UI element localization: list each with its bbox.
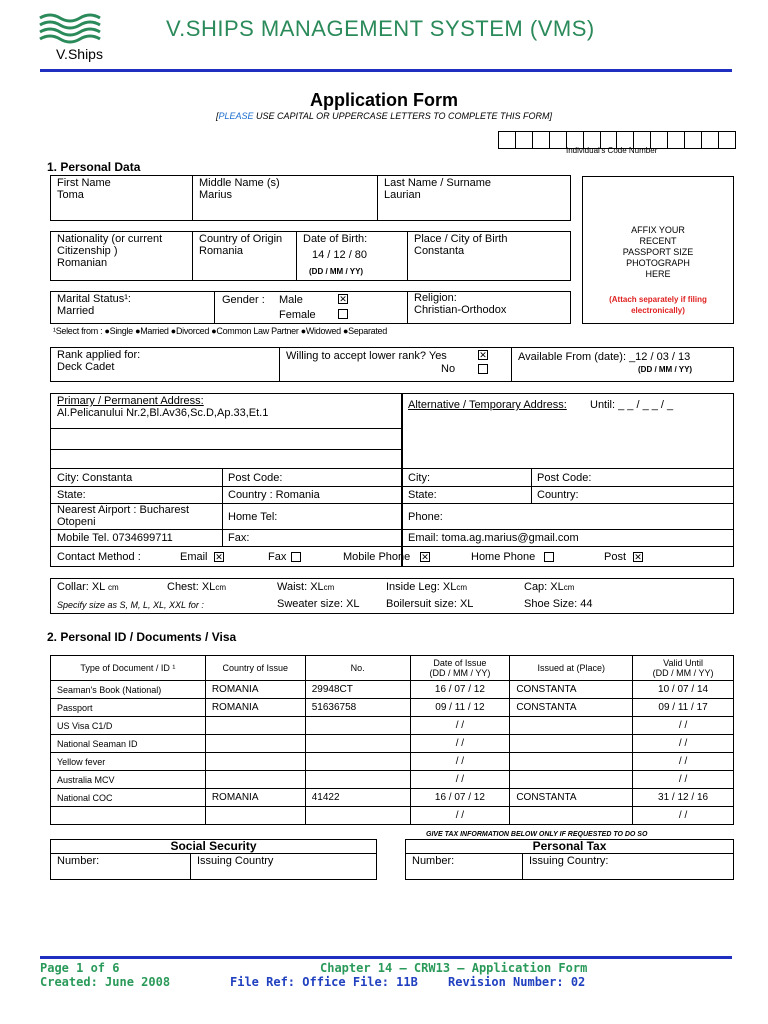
table-cell[interactable]: Seaman's Book (National) bbox=[51, 681, 206, 699]
nearest-airport-1[interactable]: Nearest Airport : Bucharest bbox=[57, 504, 190, 516]
gender-label: Gender : bbox=[222, 294, 265, 306]
footer-rule bbox=[40, 956, 732, 959]
form-instruction: [PLEASE USE CAPITAL OR UPPERCASE LETTERS TO COMPLETE THIS FORM] bbox=[215, 111, 553, 121]
chest-size[interactable]: Chest: XLcm bbox=[167, 581, 226, 593]
nationality-label-2: Citizenship ) bbox=[57, 245, 118, 257]
table-cell[interactable]: / / bbox=[410, 717, 510, 735]
primary-address-value[interactable]: Al.Pelicanului Nr.2,Bl.Av36,Sc.D,Ap.33,Et.1 bbox=[57, 407, 269, 419]
table-cell[interactable]: 16 / 07 / 12 bbox=[410, 789, 510, 807]
marital-label: Marital Status¹: bbox=[57, 293, 131, 305]
documents-header-row bbox=[51, 656, 734, 681]
nationality-value[interactable]: Romanian bbox=[57, 257, 108, 269]
female-checkbox[interactable] bbox=[338, 309, 348, 319]
table-cell[interactable] bbox=[510, 771, 633, 789]
shoe-size[interactable]: Shoe Size: 44 bbox=[524, 598, 593, 610]
available-from[interactable]: Available From (date): _12 / 03 / 13 bbox=[518, 351, 691, 363]
footer-file-ref: File Ref: Office File: 11B bbox=[230, 975, 418, 989]
country2-label[interactable]: Country: bbox=[537, 489, 579, 501]
contact-home-checkbox[interactable] bbox=[544, 552, 554, 562]
table-cell[interactable]: US Visa C1/D bbox=[51, 717, 206, 735]
email-value[interactable]: Email: toma.ag.marius@gmail.com bbox=[408, 532, 579, 544]
contact-home-label: Home Phone bbox=[471, 551, 536, 563]
col-number: No. bbox=[305, 656, 410, 681]
table-cell[interactable]: / / bbox=[410, 753, 510, 771]
table-cell[interactable] bbox=[205, 771, 305, 789]
table-cell[interactable]: 41422 bbox=[305, 789, 410, 807]
city-value[interactable]: City: Constanta bbox=[57, 472, 133, 484]
table-cell[interactable] bbox=[205, 735, 305, 753]
lower-rank-yes-checkbox[interactable]: ✕ bbox=[479, 350, 487, 360]
female-label: Female bbox=[279, 309, 316, 321]
inside-leg-size[interactable]: Inside Leg: XLcm bbox=[386, 581, 468, 593]
phone-label[interactable]: Phone: bbox=[408, 511, 443, 523]
section1-heading: 1. Personal Data bbox=[47, 160, 141, 174]
table-cell[interactable]: / / bbox=[410, 807, 510, 825]
mobile-tel[interactable]: Mobile Tel. 0734699711 bbox=[57, 532, 173, 544]
state-label[interactable]: State: bbox=[57, 489, 86, 501]
logo-text: V.Ships bbox=[56, 46, 103, 62]
contact-post-label: Post bbox=[604, 551, 627, 563]
lower-rank-no-label: No bbox=[441, 363, 456, 375]
table-cell[interactable]: / / bbox=[633, 717, 734, 735]
contact-post-checkbox[interactable]: ✕ bbox=[634, 552, 642, 562]
home-tel-label[interactable]: Home Tel: bbox=[228, 511, 278, 523]
waist-size[interactable]: Waist: XLcm bbox=[277, 581, 335, 593]
table-row bbox=[51, 681, 734, 699]
table-cell[interactable]: 09 / 11 / 12 bbox=[410, 699, 510, 717]
table-cell[interactable]: 09 / 11 / 17 bbox=[633, 699, 734, 717]
photo-note: (Attach separately if filing electronically) bbox=[609, 295, 707, 315]
table-row bbox=[51, 771, 734, 789]
ss-issuing-label[interactable]: Issuing Country bbox=[197, 855, 274, 867]
table-cell[interactable] bbox=[205, 807, 305, 825]
table-cell[interactable]: 29948CT bbox=[305, 681, 410, 699]
table-cell[interactable] bbox=[305, 735, 410, 753]
photo-box[interactable] bbox=[582, 176, 734, 324]
male-checkbox[interactable]: ✕ bbox=[339, 294, 347, 304]
table-cell[interactable]: Passport bbox=[51, 699, 206, 717]
table-cell[interactable]: / / bbox=[410, 771, 510, 789]
primary-address-label: Primary / Permanent Address: bbox=[57, 395, 204, 407]
table-cell[interactable] bbox=[205, 717, 305, 735]
lower-rank-no-checkbox[interactable] bbox=[478, 364, 488, 374]
social-security-title: Social Security bbox=[170, 839, 257, 853]
code-label: Individual's Code Number bbox=[566, 146, 658, 155]
middle-name-value[interactable]: Marius bbox=[199, 189, 233, 201]
available-format: (DD / MM / YY) bbox=[638, 365, 693, 374]
contact-email-checkbox[interactable]: ✕ bbox=[215, 552, 223, 562]
table-cell[interactable]: Yellow fever bbox=[51, 753, 206, 771]
country-origin-label: Country of Origin bbox=[199, 233, 283, 245]
name-box bbox=[50, 175, 571, 221]
collar-size[interactable]: Collar: XL cm bbox=[57, 581, 119, 593]
dob-value[interactable]: 14 / 12 / 80 bbox=[312, 249, 368, 261]
place-birth-label: Place / City of Birth bbox=[414, 233, 508, 245]
table-cell[interactable] bbox=[510, 753, 633, 771]
religion-value[interactable]: Christian-Orthodox bbox=[414, 304, 507, 316]
table-cell[interactable] bbox=[305, 717, 410, 735]
documents-table bbox=[50, 655, 734, 825]
col-valid-until: Valid Until (DD / MM / YY) bbox=[633, 656, 734, 681]
state2-label[interactable]: State: bbox=[408, 489, 437, 501]
male-label: Male bbox=[279, 294, 303, 306]
contact-method-label: Contact Method : bbox=[57, 551, 141, 563]
footer-created: Created: June 2008 bbox=[40, 975, 171, 989]
marital-footnote: ¹Select from : ●Single ●Married ●Divorced ●Common Law Partner ●Widowed ●Separated bbox=[53, 326, 387, 336]
contact-mobile-checkbox[interactable]: ✕ bbox=[421, 552, 429, 562]
table-cell[interactable]: / / bbox=[410, 735, 510, 753]
first-name-value[interactable]: Toma bbox=[57, 189, 84, 201]
alt-address-until[interactable]: Until: _ _ / _ _ / _ bbox=[590, 399, 674, 411]
photo-instructions: AFFIX YOUR RECENT PASSPORT SIZE PHOTOGRAPH HERE bbox=[622, 225, 694, 279]
table-cell[interactable] bbox=[510, 735, 633, 753]
col-type: Type of Document / ID ¹ bbox=[51, 656, 206, 681]
tax-note: GIVE TAX INFORMATION BELOW ONLY IF REQUESTED TO DO SO bbox=[426, 831, 648, 838]
footer-revision: Revision Number: 02 bbox=[448, 975, 586, 989]
header-rule bbox=[40, 69, 732, 72]
country-origin-value[interactable]: Romania bbox=[199, 245, 244, 257]
table-row bbox=[51, 753, 734, 771]
specify-size-note: Specify size as S, M, L, XL, XXL for : bbox=[57, 600, 204, 610]
personal-tax-title: Personal Tax bbox=[532, 839, 607, 853]
fax-label[interactable]: Fax: bbox=[228, 532, 250, 544]
table-row bbox=[51, 735, 734, 753]
rank-value[interactable]: Deck Cadet bbox=[57, 361, 115, 373]
table-cell[interactable]: National COC bbox=[51, 789, 206, 807]
table-cell[interactable]: / / bbox=[633, 807, 734, 825]
marital-value[interactable]: Married bbox=[57, 305, 95, 317]
table-cell[interactable] bbox=[305, 753, 410, 771]
table-cell[interactable]: 51636758 bbox=[305, 699, 410, 717]
last-name-value[interactable]: Laurian bbox=[384, 189, 421, 201]
religion-label: Religion: bbox=[414, 292, 457, 304]
col-issued-at: Issued at (Place) bbox=[510, 656, 633, 681]
contact-mobile-label: Mobile Phone bbox=[343, 551, 411, 563]
table-cell[interactable]: CONSTANTA bbox=[510, 789, 633, 807]
cap-size[interactable]: Cap: XLcm bbox=[524, 581, 575, 593]
post-code-label[interactable]: Post Code: bbox=[228, 472, 283, 484]
table-cell[interactable]: ROMANIA bbox=[205, 681, 305, 699]
contact-email-label: Email bbox=[180, 551, 208, 563]
ss-number-label[interactable]: Number: bbox=[57, 855, 100, 867]
post-code2-label[interactable]: Post Code: bbox=[537, 472, 592, 484]
table-row bbox=[51, 789, 734, 807]
dob-label: Date of Birth: bbox=[303, 233, 368, 245]
table-cell[interactable]: ROMANIA bbox=[205, 789, 305, 807]
tax-issuing-label[interactable]: Issuing Country: bbox=[529, 855, 609, 867]
table-cell[interactable]: National Seaman ID bbox=[51, 735, 206, 753]
table-cell[interactable]: Australia MCV bbox=[51, 771, 206, 789]
table-cell[interactable]: / / bbox=[633, 771, 734, 789]
table-cell[interactable]: CONSTANTA bbox=[510, 681, 633, 699]
lower-rank-label: Willing to accept lower rank? Yes bbox=[286, 350, 447, 362]
table-cell[interactable]: CONSTANTA bbox=[510, 699, 633, 717]
col-date-issue: Date of Issue (DD / MM / YY) bbox=[410, 656, 510, 681]
first-name-label: First Name bbox=[57, 177, 111, 189]
table-cell[interactable]: 16 / 07 / 12 bbox=[410, 681, 510, 699]
nationality-label-1: Nationality (or current bbox=[57, 233, 163, 245]
footer-page: Page 1 of 6 bbox=[40, 961, 120, 975]
middle-name-label: Middle Name (s) bbox=[199, 177, 280, 189]
city2-label[interactable]: City: bbox=[408, 472, 430, 484]
table-cell[interactable] bbox=[305, 807, 410, 825]
section2-heading: 2. Personal ID / Documents / Visa bbox=[47, 630, 237, 644]
dob-format: (DD / MM / YY) bbox=[309, 267, 364, 276]
table-cell[interactable]: / / bbox=[633, 753, 734, 771]
table-row bbox=[51, 807, 734, 825]
sweater-size[interactable]: Sweater size: XL bbox=[277, 598, 360, 610]
table-cell[interactable]: ROMANIA bbox=[205, 699, 305, 717]
place-birth-value[interactable]: Constanta bbox=[414, 245, 465, 257]
table-cell[interactable] bbox=[51, 807, 206, 825]
table-cell[interactable] bbox=[305, 771, 410, 789]
tax-number-label[interactable]: Number: bbox=[412, 855, 455, 867]
form-title: Application Form bbox=[310, 90, 458, 110]
alt-address-label: Alternative / Temporary Address: bbox=[408, 399, 567, 411]
contact-fax-label: Fax bbox=[268, 551, 287, 563]
table-cell[interactable] bbox=[205, 753, 305, 771]
col-country: Country of Issue bbox=[205, 656, 305, 681]
table-cell[interactable]: / / bbox=[633, 735, 734, 753]
table-row bbox=[51, 699, 734, 717]
boilersuit-size[interactable]: Boilersuit size: XL bbox=[386, 598, 474, 610]
nearest-airport-2[interactable]: Otopeni bbox=[57, 516, 96, 528]
table-row bbox=[51, 717, 734, 735]
table-cell[interactable]: 10 / 07 / 14 bbox=[633, 681, 734, 699]
last-name-label: Last Name / Surname bbox=[384, 177, 491, 189]
vships-logo bbox=[38, 12, 118, 48]
country-value[interactable]: Country : Romania bbox=[228, 489, 320, 501]
table-cell[interactable] bbox=[510, 717, 633, 735]
footer-chapter: Chapter 14 – CRW13 – Application Form bbox=[320, 961, 588, 975]
table-cell[interactable] bbox=[510, 807, 633, 825]
rank-label: Rank applied for: bbox=[57, 349, 141, 361]
table-cell[interactable]: 31 / 12 / 16 bbox=[633, 789, 734, 807]
system-title: V.SHIPS MANAGEMENT SYSTEM (VMS) bbox=[166, 16, 595, 41]
contact-fax-checkbox[interactable] bbox=[291, 552, 301, 562]
